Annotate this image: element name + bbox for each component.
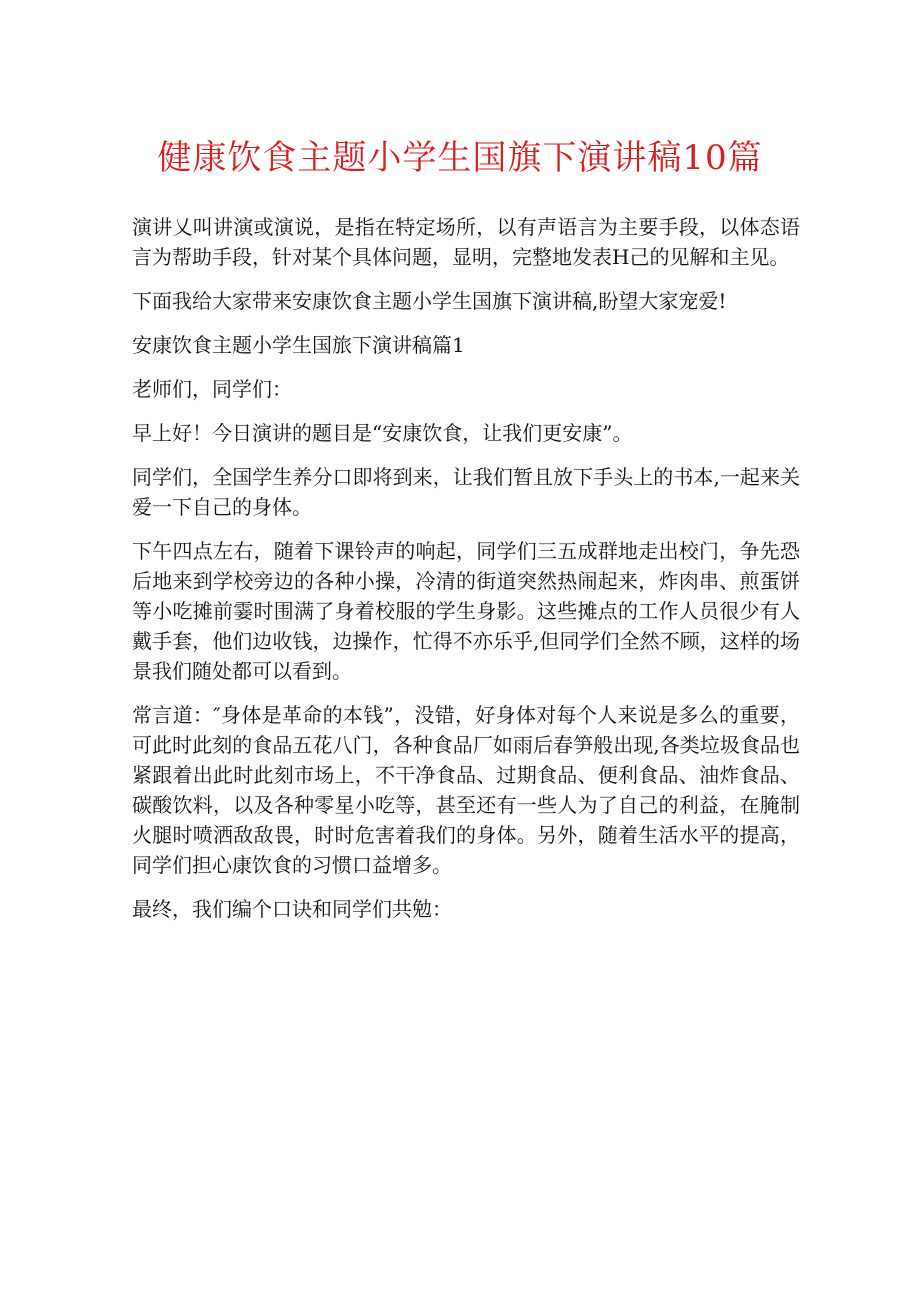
document-body [132, 212, 800, 924]
paragraph-closing: 最终，我们编个口诀和同学们共勉： [132, 897, 452, 921]
section-heading: 安康饮食主题小学生国旅下演讲稿篇1 [132, 333, 465, 357]
paragraph-greeting: 早上好！今日演讲的题目是“安康饮食，让我们更安康”。 [132, 421, 633, 445]
paragraph-intro: 演讲乂叫讲演或演说，是指在特定场所，以有声语言为主要手段，以体态语言为帮助手段，针对某个具体问题，显明，完整地发表H己的见解和主见。 [132, 215, 800, 269]
paragraph-body: 常言道：″身体是革命的本钱”，没错，好身体对每个人来说是多么的重要，可此时此刻的食品五花八门，各种食品厂如雨后春笋般出现,各类垃圾食品也紧跟着出此时此刻市场上，不干净食品、过期食品、便利食品、油炸食品、碳酸饮料，以及各种零星小吃等，甚至还有一些人为了自己的利益，在腌制火腿时喷洒敌敌畏，时时危害着我们的身体。另外，随着生活水平的提高，同学们担心康饮食的习惯口益增多。 [132, 703, 800, 877]
paragraph-preface: 下面我给大家带来安康饮食主题小学生国旗下演讲稿,盼望大家宠爱! [132, 289, 727, 313]
paragraph-body: 下午四点左右，随着下课铃声的响起，同学们三五成群地走出校门，争先恐后地来到学校旁边的各种小操，冷清的街道突然热闹起来，炸肉串、煎蛋饼等小吃摊前霎时围满了身着校服的学生身影。这些摊点的工作人员很少有人戴手套，他们边收钱，边操作，忙得不亦乐乎,但同学们全然不顾，这样的场景我们随处都可以看到。 [132, 539, 800, 683]
page-title: 健康饮食主题小学生国旗下演讲稿10篇 [157, 138, 763, 178]
paragraph-body: 同学们，全国学生养分口即将到来，让我们暂且放下手头上的书本,一起来关爱一下自己的身体。 [132, 465, 800, 519]
paragraph-salutation: 老师们，同学们： [132, 377, 292, 401]
